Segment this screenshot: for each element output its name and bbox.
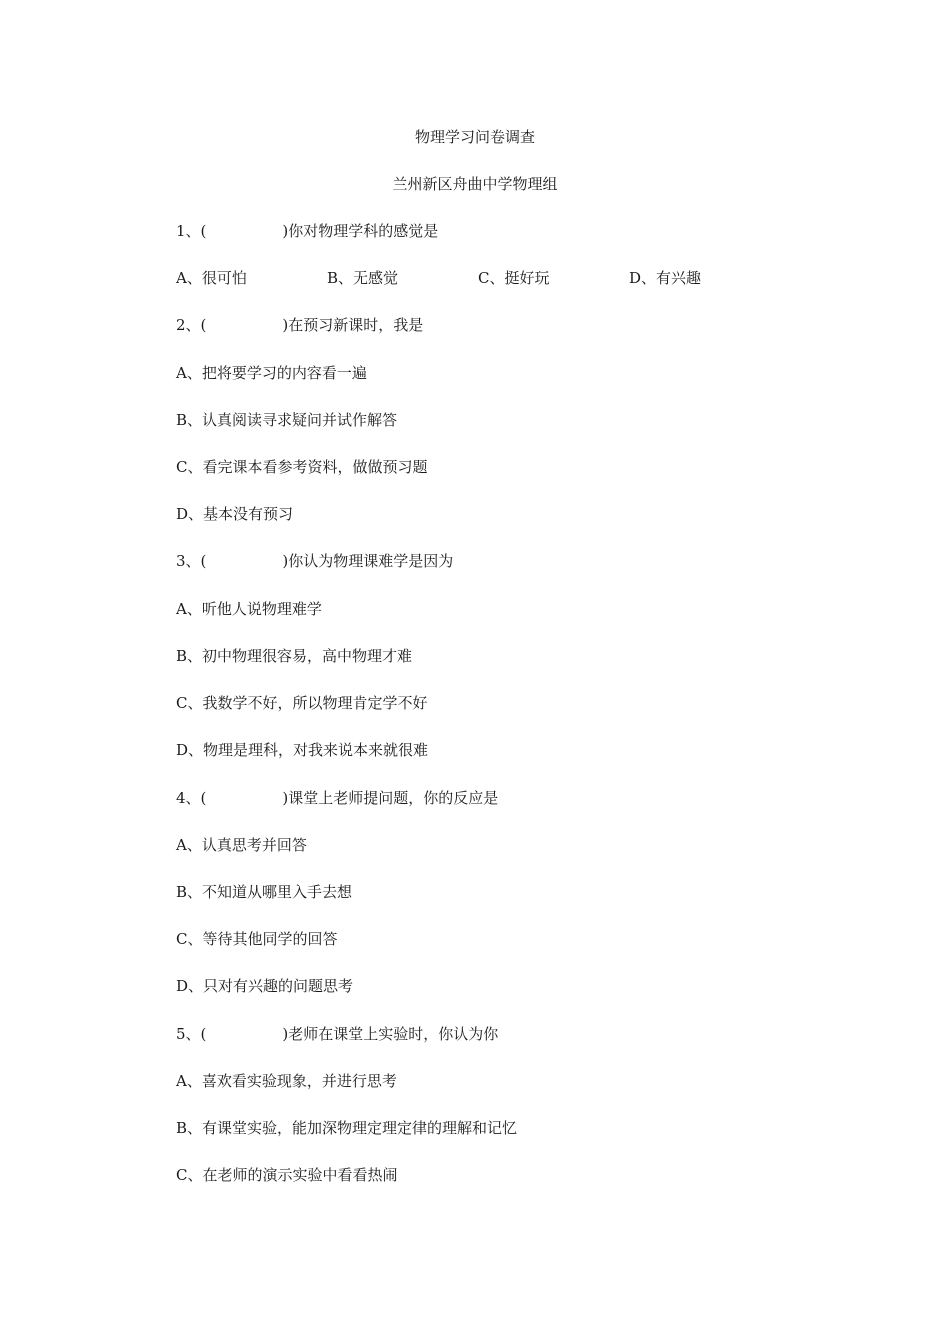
answer-blank-open: ( bbox=[200, 1025, 207, 1043]
question-number: 2、 bbox=[176, 316, 201, 334]
option-3a: A、听他人说物理难学 bbox=[176, 600, 322, 618]
option-1c: C、挺好玩 bbox=[478, 269, 550, 287]
answer-blank-close: ) bbox=[282, 789, 289, 807]
question-4 bbox=[176, 788, 498, 808]
option-4c: C、等待其他同学的回答 bbox=[176, 930, 338, 948]
answer-blank-close: ) bbox=[282, 1025, 289, 1043]
option-2a: A、把将要学习的内容看一遍 bbox=[176, 364, 367, 382]
question-text: 课堂上老师提问题，你的反应是 bbox=[288, 789, 499, 807]
option-5b: B、有课堂实验，能加深物理定理定律的理解和记忆 bbox=[176, 1119, 518, 1137]
answer-blank-open: ( bbox=[200, 316, 207, 334]
document-subtitle: 兰州新区舟曲中学物理组 bbox=[392, 175, 558, 193]
option-2d: D、基本没有预习 bbox=[176, 505, 294, 523]
document-title: 物理学习问卷调查 bbox=[414, 128, 535, 146]
option-4d: D、只对有兴趣的问题思考 bbox=[176, 977, 354, 995]
answer-blank-open: ( bbox=[200, 222, 207, 240]
answer-blank-close: ) bbox=[282, 222, 289, 240]
option-2c: C、看完课本看参考资料，做做预习题 bbox=[176, 458, 428, 476]
option-5c: C、在老师的演示实验中看看热闹 bbox=[176, 1166, 398, 1184]
answer-blank-open: ( bbox=[200, 552, 207, 570]
question-number: 1、 bbox=[176, 222, 201, 240]
question-5 bbox=[176, 1024, 498, 1044]
question-text: 在预习新课时，我是 bbox=[288, 316, 424, 334]
answer-blank-open: ( bbox=[200, 789, 207, 807]
answer-blank-close: ) bbox=[282, 316, 289, 334]
option-1d: D、有兴趣 bbox=[629, 269, 702, 287]
option-3c: C、我数学不好，所以物理肯定学不好 bbox=[176, 694, 428, 712]
question-text: 老师在课堂上实验时，你认为你 bbox=[288, 1025, 499, 1043]
option-4b: B、不知道从哪里入手去想 bbox=[176, 883, 353, 901]
option-3b: B、初中物理很容易，高中物理才难 bbox=[176, 647, 413, 665]
question-1 bbox=[176, 221, 438, 241]
option-1a: A、很可怕 bbox=[176, 269, 247, 287]
option-5a: A、喜欢看实验现象，并进行思考 bbox=[176, 1072, 397, 1090]
question-text: 你认为物理课难学是因为 bbox=[288, 552, 454, 570]
question-number: 5、 bbox=[176, 1025, 201, 1043]
option-2b: B、认真阅读寻求疑问并试作解答 bbox=[176, 411, 398, 429]
question-number: 4、 bbox=[176, 789, 201, 807]
option-1b: B、无感觉 bbox=[327, 269, 399, 287]
option-3d: D、物理是理科，对我来说本来就很难 bbox=[176, 741, 429, 759]
question-text: 你对物理学科的感觉是 bbox=[288, 222, 439, 240]
question-3 bbox=[176, 551, 453, 571]
answer-blank-close: ) bbox=[282, 552, 289, 570]
question-2 bbox=[176, 315, 423, 335]
question-number: 3、 bbox=[176, 552, 201, 570]
option-4a: A、认真思考并回答 bbox=[176, 836, 307, 854]
